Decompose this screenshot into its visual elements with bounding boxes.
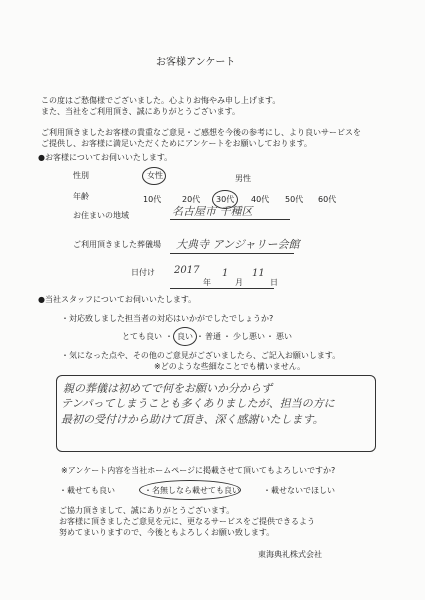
rating-bad: 悪い <box>276 332 292 341</box>
date-label: 日付け <box>131 268 155 277</box>
publish-option-ok: ・載せても良い <box>59 486 115 495</box>
intro-line-2: また、当社をご利用頂き、誠にありがとうございます。 <box>41 107 241 116</box>
age-30s: 30代 <box>216 195 235 204</box>
survey-title: お客様アンケート <box>156 57 236 68</box>
date-month-value: 1 <box>222 268 229 279</box>
intro-line-1: この度はご愁傷様でございました。心よりお悔やみ申し上げます。 <box>41 96 281 105</box>
closing-line-2: お客様に頂きましたご意見を元に、更なるサービスをご提供できるよう <box>59 517 315 526</box>
comment-note: ※どのような些細なことでも構いません。 <box>154 362 306 371</box>
comment-line-1: 親の葬儀は初めてで何をお願いか分からず <box>63 382 272 395</box>
publish-option-anonymous-circle <box>139 480 241 500</box>
region-underline <box>170 219 290 220</box>
rating-sep-3: ・ <box>223 332 231 341</box>
date-year-unit: 年 <box>203 278 211 287</box>
rating-good: 良い <box>177 332 193 341</box>
age-label: 年齢 <box>73 192 89 201</box>
region-value: 名古屋市 千種区 <box>172 205 253 218</box>
venue-value: 大典寺 アンジャリー会館 <box>176 238 300 251</box>
rating-sep-4: ・ <box>266 332 274 341</box>
rating-very-good: とても良い <box>122 332 162 341</box>
venue-label: ご利用頂きました葬儀場 <box>73 240 161 249</box>
age-10s: 10代 <box>143 195 162 204</box>
comment-line-2: テンパってしまうことも多くありましたが、担当の方に <box>61 397 335 410</box>
comment-line-3: 最初の受付けから助けて頂き、深く感謝いたします。 <box>61 413 324 426</box>
date-month-unit: 月 <box>235 278 243 287</box>
company-name: 東海典礼株式会社 <box>258 550 322 559</box>
gender-female-circle <box>142 167 166 185</box>
rating-good-circle <box>173 327 197 346</box>
rating-sep-1: ・ <box>165 332 173 341</box>
date-day-unit: 日 <box>270 278 278 287</box>
comment-question: ・気になった点や、その他のご意見がございましたら、ご記入お願いします。 <box>61 351 341 360</box>
age-40s: 40代 <box>251 195 270 204</box>
publish-question: ※アンケート内容を当社ホームページに掲載させて頂いてもよろしいですか? <box>61 466 336 475</box>
rating-slightly-bad: 少し悪い <box>233 332 265 341</box>
rating-normal: 普通 <box>205 332 221 341</box>
age-60s: 60代 <box>318 195 337 204</box>
closing-line-1: ご協力頂きまして、誠にありがとうございます。 <box>59 506 235 515</box>
date-year-value: 2017 <box>174 265 200 276</box>
rating-sep-2: ・ <box>196 332 204 341</box>
intro-line-3: ご利用頂きましたお客様の貴重なご意見・ご感想を今後の参考にし、より良いサービスを <box>41 128 361 137</box>
gender-male: 男性 <box>235 174 251 183</box>
closing-line-3: 努めてまいりますので、今後ともよろしくお願い致します。 <box>59 528 275 537</box>
gender-label: 性別 <box>73 171 89 180</box>
date-day-value: 11 <box>252 268 265 279</box>
date-underline <box>170 288 274 289</box>
gender-female: 女性 <box>147 171 163 180</box>
publish-option-no: ・載せないでほしい <box>263 486 335 495</box>
publish-option-anonymous: ・名無しなら載せても良い <box>144 486 240 495</box>
region-label: お住まいの地域 <box>73 211 129 220</box>
age-50s: 50代 <box>285 195 304 204</box>
staff-question: ・対応致しました担当者の対応はいかがでしたでしょうか? <box>61 314 274 323</box>
section1-heading: ●お客様についてお伺いいたします。 <box>38 153 173 162</box>
section2-heading: ●当社スタッフについてお伺いいたします。 <box>38 295 197 304</box>
venue-underline <box>170 253 294 254</box>
intro-line-4: ご提供し、お客様に満足いただくためにアンケートをお願いしております。 <box>41 139 312 148</box>
age-20s: 20代 <box>182 195 201 204</box>
